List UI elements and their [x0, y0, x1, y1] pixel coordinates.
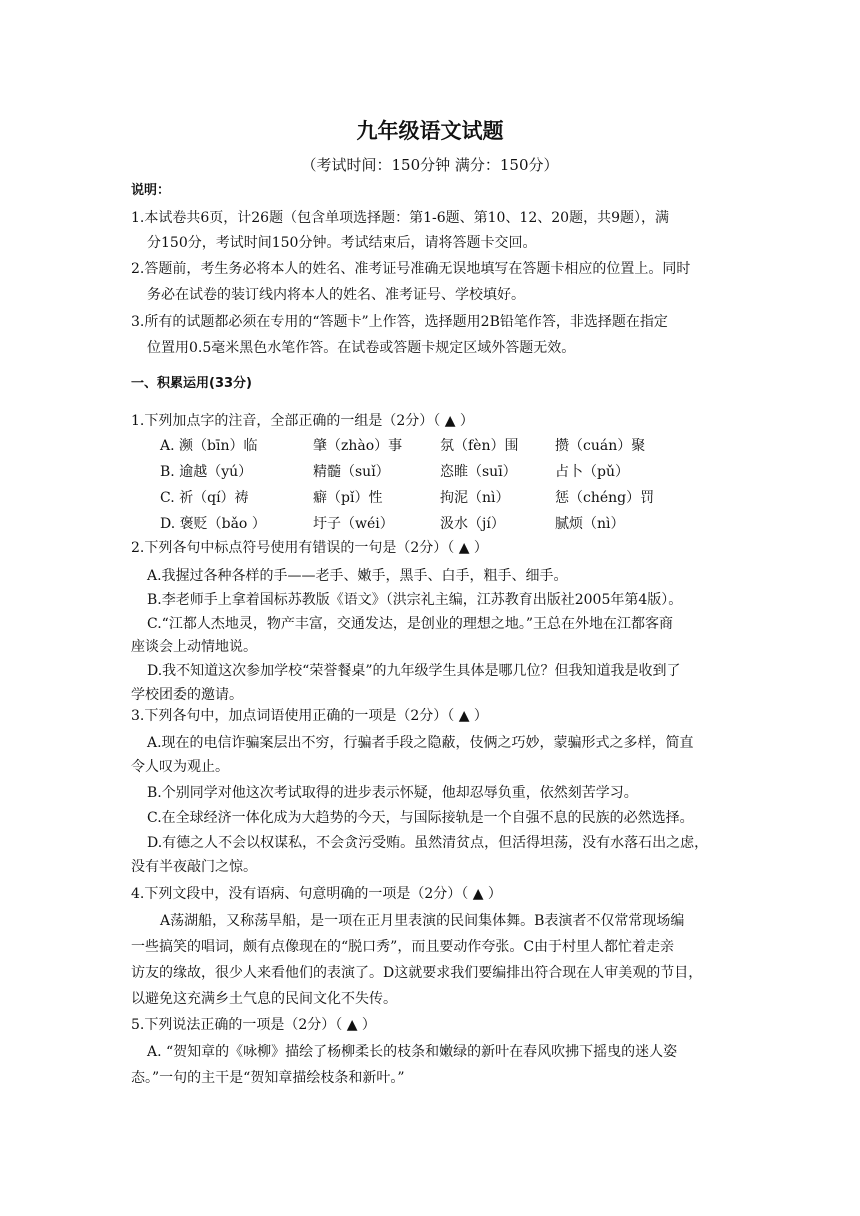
- option-cell: 拘泥（nì）: [440, 490, 510, 506]
- option-cell: 汲水（jí）: [440, 516, 505, 532]
- option-cell: 腻烦（nì）: [555, 516, 625, 532]
- question-2-option-b: B.李老师手上拿着国标苏教版《语文》（洪宗礼主编，江苏教育出版社2005年第4版）。: [147, 592, 683, 608]
- instruction-3-line-1: 3.所有的试题都必须在专用的“答题卡”上作答，选择题用2B铅笔作答，非选择题在指定: [131, 314, 668, 330]
- question-3-option-c: C.在全球经济一体化成为大趋势的今天，与国际接轨是一个自强不息的民族的必然选择。: [147, 810, 694, 826]
- instruction-2-line-1: 2.答题前，考生务必将本人的姓名、准考证号准确无误地填写在答题卡相应的位置上。同时: [131, 261, 691, 277]
- question-3-option-b: B.个别同学对他这次考试取得的进步表示怀疑，他却忍辱负重，依然刻苦学习。: [147, 785, 638, 801]
- question-5-option-a-line-1: A. “贺知章的《咏柳》描绘了杨柳柔长的枝条和嫩绿的新叶在春风吹拂下摇曳的迷人姿: [147, 1044, 678, 1060]
- question-4-passage-line-4: 以避免这充满乡土气息的民间文化不失传。: [131, 991, 397, 1007]
- option-cell: 精髓（suǐ）: [313, 464, 390, 480]
- question-2-stem: 2.下列各句中标点符号使用有错误的一句是（2分）（ ▲ ）: [131, 540, 488, 556]
- question-4-passage-line-1: A荡湖船，又称荡旱船，是一项在正月里表演的民间集体舞。B表演者不仅常常现场编: [160, 913, 685, 929]
- option-cell: 氛（fèn）围: [440, 438, 519, 454]
- question-2-option-d-line-2: 学校团委的邀请。: [131, 687, 243, 703]
- question-3-option-d-line-2: 没有半夜敲门之惊。: [131, 859, 257, 875]
- question-2-option-d-line-1: D.我不知道这次参加学校“荣誉餐桌”的九年级学生具体是哪几位？但我知道我是收到了: [147, 663, 681, 679]
- instruction-3-line-2: 位置用0.5毫米黑色水笔作答。在试卷或答题卡规定区域外答题无效。: [147, 340, 576, 356]
- question-4-passage-line-3: 访友的缘故，很少人来看他们的表演了。D这就要求我们要编排出符合现在人审美观的节目，: [131, 965, 703, 981]
- option-cell: 攒（cuán）聚: [555, 438, 646, 454]
- page-title: 九年级语文试题: [356, 119, 504, 143]
- section-1-heading: 一、积累运用(33分): [131, 376, 252, 391]
- option-cell: 癖（pǐ）性: [313, 490, 383, 506]
- question-3-option-a-line-1: A.现在的电信诈骗案层出不穷，行骗者手段之隐蔽，伎俩之巧妙，蒙骗形式之多样，简直: [147, 735, 694, 751]
- question-3-option-d-line-1: D.有德之人不会以权谋私，不会贪污受贿。虽然清贫点，但活得坦荡，没有水落石出之虑，: [147, 835, 709, 851]
- instruction-1-line-2: 分150分，考试时间150分钟。考试结束后，请将答题卡交回。: [147, 235, 537, 251]
- option-cell: B. 逾越（yú）: [160, 464, 253, 480]
- question-5-stem: 5.下列说法正确的一项是（2分）（ ▲ ）: [131, 1017, 376, 1033]
- question-5-option-a-line-2: 态。”一句的主干是“贺知章描绘枝条和新叶。”: [131, 1070, 405, 1086]
- option-cell: 恣睢（suī）: [440, 464, 517, 480]
- question-1-stem: 1.下列加点字的注音，全部正确的一组是（2分）（ ▲ ）: [131, 413, 474, 429]
- instruction-2-line-2: 务必在试卷的装订线内将本人的姓名、准考证号、学校填好。: [147, 287, 525, 303]
- question-3-stem: 3.下列各句中，加点词语使用正确的一项是（2分）（ ▲ ）: [131, 708, 488, 724]
- option-cell: A. 濒（bīn）临: [160, 438, 258, 454]
- exam-info: （考试时间：150分钟 满分：150分）: [301, 156, 559, 174]
- question-3-option-a-line-2: 令人叹为观止。: [131, 759, 229, 775]
- question-4-passage-line-2: 一些搞笑的唱词，颇有点像现在的“脱口秀”，而且要动作夸张。C由于村里人都忙着走亲: [131, 939, 675, 955]
- option-cell: 占卜（pǔ）: [555, 464, 629, 480]
- option-cell: 肇（zhào）事: [313, 438, 403, 454]
- instruction-1-line-1: 1.本试卷共6页，计26题（包含单项选择题：第1-6题、第10、12、20题，共9题），满: [131, 210, 669, 226]
- option-cell: D. 褒贬（bǎo ）: [160, 516, 266, 532]
- question-2-option-c-line-1: C.“江都人杰地灵，物产丰富，交通发达，是创业的理想之地。”王总在外地在江都客商: [147, 616, 673, 632]
- question-2-option-c-line-2: 座谈会上动情地说。: [131, 639, 257, 655]
- option-cell: 圩子（wéi）: [313, 516, 394, 532]
- question-4-stem: 4.下列文段中，没有语病、句意明确的一项是（2分）（ ▲ ）: [131, 886, 502, 902]
- question-2-option-a: A.我握过各种各样的手——老手、嫩手，黑手、白手，粗手、细手。: [147, 568, 568, 584]
- option-cell: C. 祈（qí）祷: [160, 490, 249, 506]
- instructions-heading: 说明：: [131, 183, 171, 198]
- option-cell: 惩（chéng）罚: [555, 490, 655, 506]
